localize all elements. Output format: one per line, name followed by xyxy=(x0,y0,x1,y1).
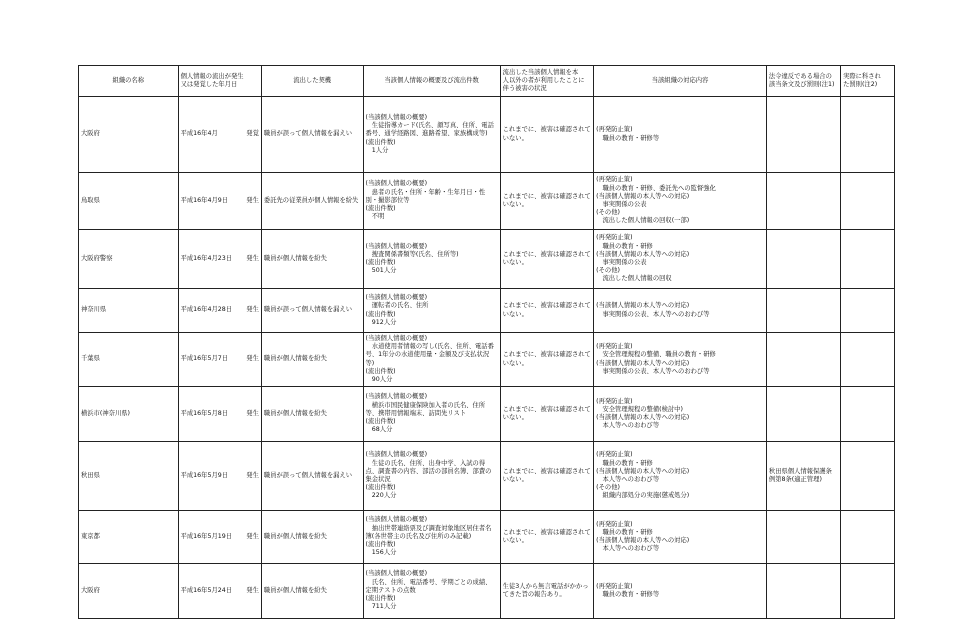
status-label: 発生 xyxy=(246,306,259,314)
date-value: 平成16年5月7日 xyxy=(180,355,229,363)
damage-cell: これまでに、被害は確認されていない。 xyxy=(500,387,593,442)
table-row xyxy=(79,511,895,564)
org-name-cell: 東京都 xyxy=(79,511,179,564)
damage-cell: 生徒3人から無言電話がかかってきた旨の報告あり。 xyxy=(500,564,593,619)
date-value: 平成16年4月 xyxy=(180,130,218,138)
summary-cell: (当該個人情報の概要) 運転者の氏名、住所 (流出件数) 912人分 xyxy=(363,289,500,333)
summary-cell: (当該個人情報の概要) 捜査関係書類等(氏名、住所等) (流出件数) 501人分 xyxy=(363,230,500,289)
status-label: 発生 xyxy=(246,196,259,204)
damage-cell: これまでに、被害は確認されていない。 xyxy=(500,230,593,289)
penalty-cell xyxy=(841,173,895,230)
table-row xyxy=(79,333,895,387)
penalty-cell xyxy=(841,387,895,442)
date-value: 平成16年5月9日 xyxy=(180,471,229,479)
law-cell xyxy=(766,173,840,230)
header-damage: 流出した当該個人情報を本 人以外の者が利用したことに 伴う被害の状況 xyxy=(500,66,593,97)
org-name-cell: 神奈川県 xyxy=(79,289,179,333)
law-cell xyxy=(766,564,840,619)
header-penalty: 実際に科され た罰則(注2) xyxy=(841,66,895,97)
incident-table xyxy=(78,65,895,619)
date-cell xyxy=(178,387,261,442)
date-cell xyxy=(178,442,261,511)
response-cell: (再発防止策) 職員の教育・研修等 xyxy=(594,564,767,619)
table-row xyxy=(79,387,895,442)
penalty-cell xyxy=(841,97,895,173)
penalty-cell xyxy=(841,230,895,289)
summary-cell: (当該個人情報の概要) 横浜市国民健康保険加入者の氏名、住所等、携帯用情報端末、訪問先リスト (流出件数) 68人分 xyxy=(363,387,500,442)
cause-cell: 職員が個人情報を紛失 xyxy=(261,387,363,442)
date-value: 平成16年4月9日 xyxy=(180,196,229,204)
table-row xyxy=(79,230,895,289)
cause-cell: 職員が個人情報を紛失 xyxy=(261,230,363,289)
cause-cell: 職員が誤って個人情報を漏えい xyxy=(261,97,363,173)
table-row xyxy=(79,442,895,511)
cause-cell: 職員が誤って個人情報を漏えい xyxy=(261,442,363,511)
org-name-cell: 秋田県 xyxy=(79,442,179,511)
summary-cell: (当該個人情報の概要) 水道使用者情報の写し(氏名、住所、電話番号、1年分の水道使用量・金額及び支払状況等) (流出件数) 90人分 xyxy=(363,333,500,387)
response-cell: (当該個人情報の本人等への対応) 事実関係の公表、本人等へのおわび等 xyxy=(594,289,767,333)
law-cell xyxy=(766,387,840,442)
status-label: 発生 xyxy=(246,586,259,594)
date-cell xyxy=(178,230,261,289)
header-summary: 当該個人情報の概要及び流出件数 xyxy=(363,66,500,97)
summary-cell: (当該個人情報の概要) 生徒の氏名、住所、出身中学、入試の得点、調査書の内容、部活の部員名簿、部費の集金状況 (流出件数) 220人分 xyxy=(363,442,500,511)
penalty-cell xyxy=(841,333,895,387)
damage-cell: これまでに、被害は確認されていない。 xyxy=(500,289,593,333)
status-label: 発覚 xyxy=(246,130,259,138)
date-cell xyxy=(178,511,261,564)
law-cell xyxy=(766,511,840,564)
date-value: 平成16年5月8日 xyxy=(180,409,229,417)
status-label: 発生 xyxy=(246,254,259,262)
status-label: 発生 xyxy=(246,355,259,363)
law-cell xyxy=(766,333,840,387)
status-label: 発生 xyxy=(246,471,259,479)
summary-cell: (当該個人情報の概要) 抽出世帯連絡票及び調査対象地区居住者名簿(各世帯主の氏名及び住所のみ記載) (流出件数) 156人分 xyxy=(363,511,500,564)
law-cell: 秋田県個人情報保護条例第8条(適正管理) xyxy=(766,442,840,511)
response-cell: (再発防止策) 安全管理規程の整備、職員の教育・研修 (当該個人情報の本人等への対応) 事実関係の公表、本人等へのおわび等 xyxy=(594,333,767,387)
cause-cell: 職員が誤って個人情報を漏えい xyxy=(261,289,363,333)
damage-cell: これまでに、被害は確認されていない。 xyxy=(500,442,593,511)
header-cause: 流出した契機 xyxy=(261,66,363,97)
cause-cell: 職員が個人情報を紛失 xyxy=(261,511,363,564)
header-law: 法令違反である場合の 該当条文及び罰則(注1) xyxy=(766,66,840,97)
summary-cell: (当該個人情報の概要) 生徒指導カード(氏名、顔写真、住所、電話番号、通学経路図、進路希望、家族構成等) (流出件数) 1人分 xyxy=(363,97,500,173)
date-cell xyxy=(178,333,261,387)
response-cell: (再発防止策) 職員の教育・研修 (当該個人情報の本人等への対応) 本人等へのおわび等 xyxy=(594,511,767,564)
date-cell xyxy=(178,97,261,173)
org-name-cell: 大阪府 xyxy=(79,564,179,619)
table-row xyxy=(79,173,895,230)
org-name-cell: 大阪府警察 xyxy=(79,230,179,289)
cause-cell: 職員が個人情報を紛失 xyxy=(261,333,363,387)
cause-cell: 職員が個人情報を紛失 xyxy=(261,564,363,619)
org-name-cell: 横浜市(神奈川県) xyxy=(79,387,179,442)
header-response: 当該組織の対応内容 xyxy=(594,66,767,97)
header-date: 個人情報の流出が発生 又は発覚した年月日 xyxy=(178,66,261,97)
cause-cell: 委託先の従業員が個人情報を紛失 xyxy=(261,173,363,230)
table-header-row xyxy=(79,66,895,97)
status-label: 発生 xyxy=(246,409,259,417)
table-row xyxy=(79,564,895,619)
law-cell xyxy=(766,97,840,173)
org-name-cell: 大阪府 xyxy=(79,97,179,173)
date-value: 平成16年5月19日 xyxy=(180,532,233,540)
summary-cell: (当該個人情報の概要) 氏名、住所、電話番号、学期ごとの成績、定期テストの点数 (流出件数) 711人分 xyxy=(363,564,500,619)
response-cell: (再発防止策) 職員の教育・研修等 xyxy=(594,97,767,173)
table-row xyxy=(79,97,895,173)
damage-cell: これまでに、被害は確認されていない。 xyxy=(500,333,593,387)
header-org-name: 組織の名称 xyxy=(79,66,179,97)
date-cell xyxy=(178,289,261,333)
response-cell: (再発防止策) 職員の教育・研修 (当該個人情報の本人等への対応) 事実関係の公表 (その他) 流出した個人情報の回収 xyxy=(594,230,767,289)
damage-cell: これまでに、被害は確認されていない。 xyxy=(500,511,593,564)
damage-cell: これまでに、被害は確認されていない。 xyxy=(500,173,593,230)
summary-cell: (当該個人情報の概要) 患者の氏名・住所・年齢・生年月日・性別・撮影部位等 (流出件数) 不明 xyxy=(363,173,500,230)
date-value: 平成16年4月23日 xyxy=(180,254,233,262)
law-cell xyxy=(766,289,840,333)
status-label: 発生 xyxy=(246,532,259,540)
law-cell xyxy=(766,230,840,289)
org-name-cell: 鳥取県 xyxy=(79,173,179,230)
damage-cell: これまでに、被害は確認されていない。 xyxy=(500,97,593,173)
penalty-cell xyxy=(841,442,895,511)
date-cell xyxy=(178,173,261,230)
response-cell: (再発防止策) 安全管理規程の整備(検討中) (当該個人情報の本人等への対応) 本人等へのおわび等 xyxy=(594,387,767,442)
date-value: 平成16年4月28日 xyxy=(180,306,233,314)
response-cell: (再発防止策) 職員の教育・研修 (当該個人情報の本人等への対応) 本人等へのおわび等 (その他) 組織内部処分の実施(懲戒処分) xyxy=(594,442,767,511)
penalty-cell xyxy=(841,289,895,333)
penalty-cell xyxy=(841,511,895,564)
date-value: 平成16年5月24日 xyxy=(180,586,233,594)
penalty-cell xyxy=(841,564,895,619)
table-row xyxy=(79,289,895,333)
response-cell: (再発防止策) 職員の教育・研修、委託先への監督強化 (当該個人情報の本人等への対応) 事実関係の公表 (その他) 流出した個人情報の回収(一部) xyxy=(594,173,767,230)
org-name-cell: 千葉県 xyxy=(79,333,179,387)
date-cell xyxy=(178,564,261,619)
